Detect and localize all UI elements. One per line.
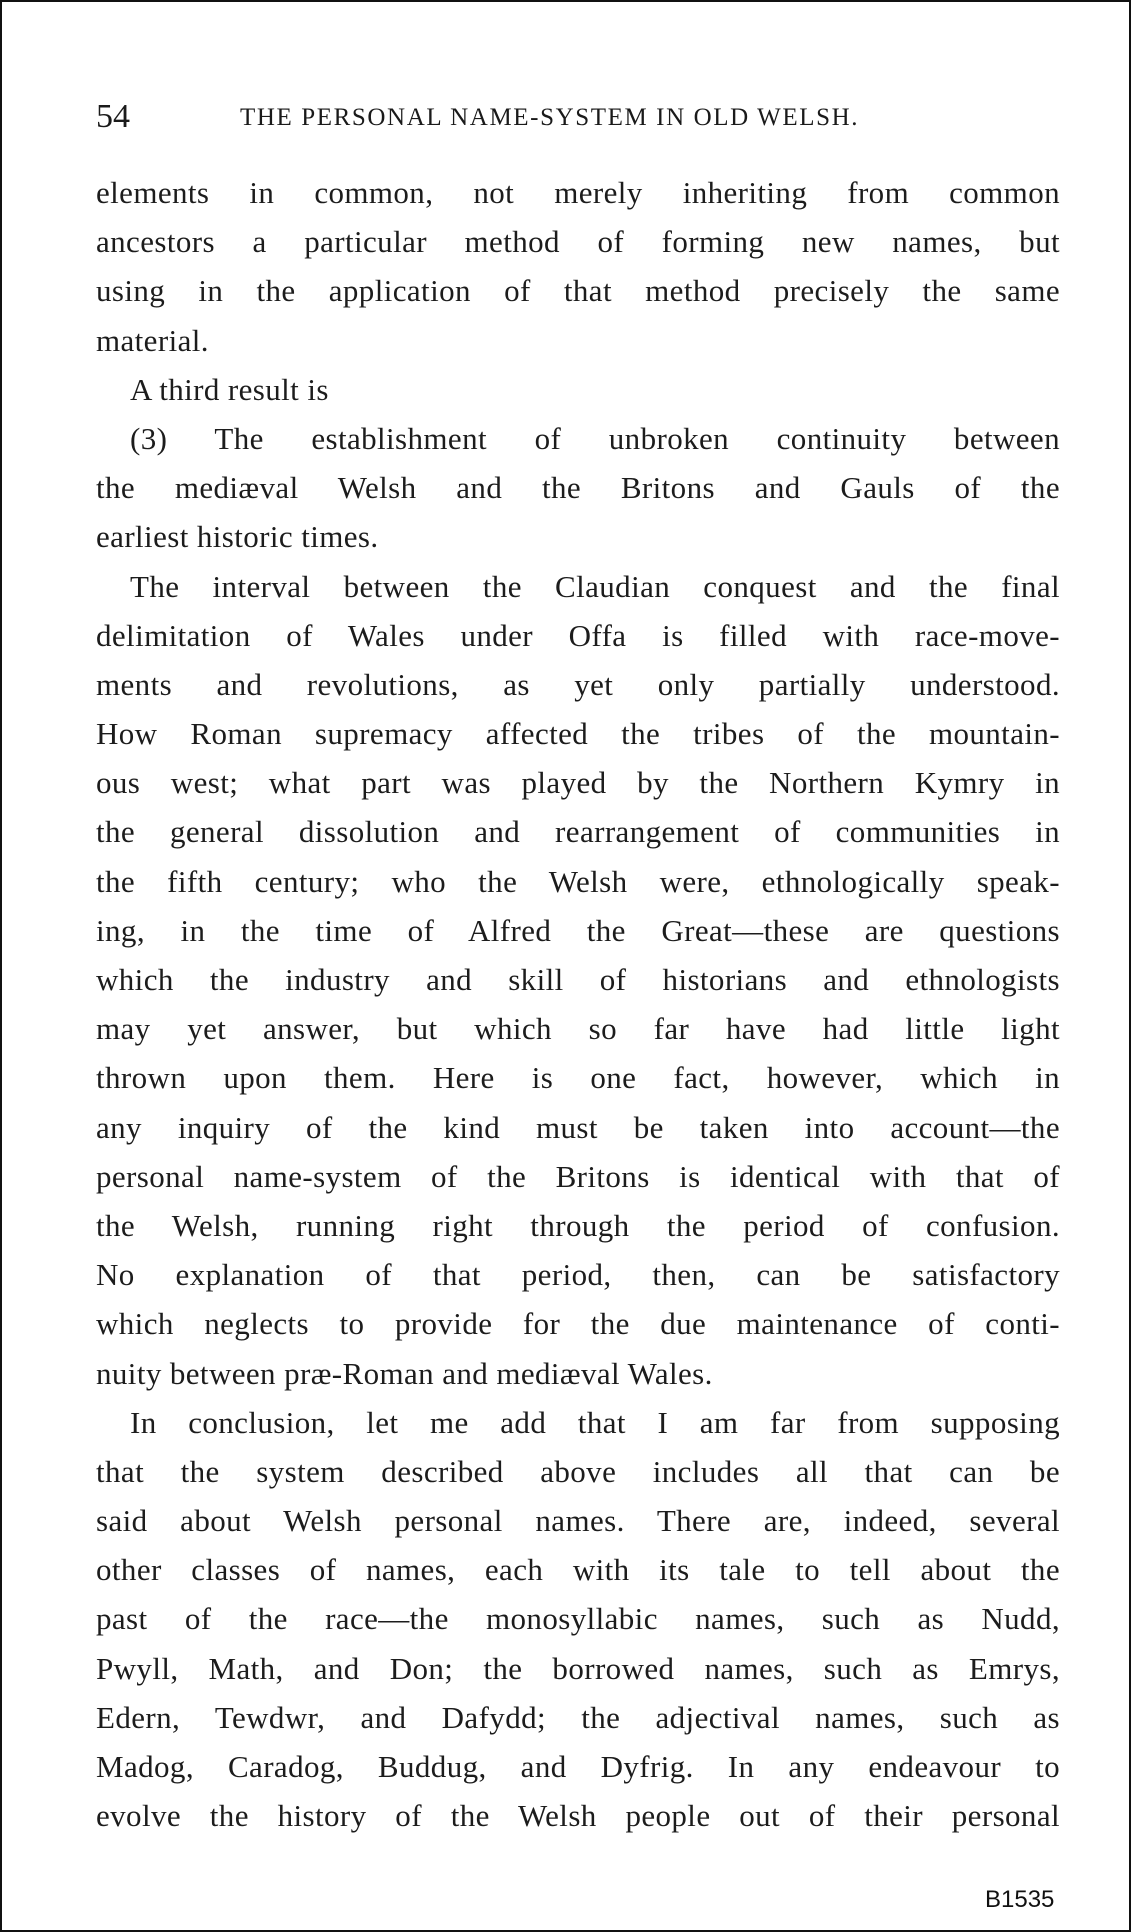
text-line: thrown upon them. Here is one fact, however, which in: [96, 1060, 1060, 1096]
paragraph: [96, 562, 1060, 1398]
text-line: the fifth century; who the Welsh were, ethnologically speak-: [96, 863, 1060, 899]
text-line: may yet answer, but which so far have had little light: [96, 1011, 1060, 1047]
text-line: that the system described above includes all that can be: [96, 1453, 1060, 1489]
text-line: the mediæval Welsh and the Britons and Gauls of the: [96, 470, 1060, 506]
text-line: Pwyll, Math, and Don; the borrowed names, such as Emrys,: [96, 1650, 1060, 1686]
text-line: past of the race—the monosyllabic names, such as Nudd,: [96, 1601, 1060, 1637]
paragraph: [96, 168, 1060, 365]
text-line: which the industry and skill of historians and ethnologists: [96, 962, 1060, 997]
page-number: 54: [96, 98, 130, 135]
text-line: Madog, Caradog, Buddug, and Dyfrig. In any endeavour to: [96, 1749, 1060, 1784]
text-line: any inquiry of the kind must be taken into account—the: [96, 1109, 1060, 1145]
text-line: which neglects to provide for the due maintenance of conti-: [96, 1306, 1060, 1342]
text-line: evolve the history of the Welsh people out of their personal: [96, 1798, 1060, 1834]
text-line: In conclusion, let me add that I am far from supposing: [130, 1404, 1060, 1440]
text-line: (3) The establishment of unbroken continuity between: [130, 420, 1060, 456]
text-line: ancestors a particular method of forming new names, but: [96, 224, 1060, 260]
page-header: [96, 98, 1060, 138]
text-line: nuity between præ-Roman and mediæval Wales.: [96, 1355, 713, 1391]
text-line: ous west; what part was played by the Northern Kymry in: [96, 765, 1060, 801]
paragraph: [96, 365, 1060, 414]
text-line: How Roman supremacy affected the tribes of the mountain-: [96, 716, 1060, 752]
text-line: said about Welsh personal names. There are, indeed, several: [96, 1503, 1060, 1539]
text-line: elements in common, not merely inheriting from common: [96, 175, 1060, 210]
running-title: THE PERSONAL NAME-SYSTEM IN OLD WELSH.: [240, 104, 860, 131]
text-line: personal name-system of the Britons is identical with that of: [96, 1158, 1060, 1194]
text-line: earliest historic times.: [96, 519, 379, 555]
text-line: The interval between the Claudian conquest and the final: [130, 568, 1060, 604]
text-line: delimitation of Wales under Offa is filled with race-move-: [96, 617, 1060, 653]
text-line: the general dissolution and rearrangement of communities in: [96, 814, 1060, 850]
paragraph: [96, 1398, 1060, 1841]
text-line: ments and revolutions, as yet only partially understood.: [96, 666, 1060, 702]
text-line: ing, in the time of Alfred the Great—these are questions: [96, 912, 1060, 948]
text-line: No explanation of that period, then, can be satisfactory: [96, 1257, 1060, 1293]
text-line: material.: [96, 322, 209, 358]
text-line: other classes of names, each with its tale to tell about the: [96, 1552, 1060, 1588]
text-line: A third result is: [130, 371, 329, 407]
body-text: [96, 168, 1060, 1840]
text-line: the Welsh, running right through the period of confusion.: [96, 1207, 1060, 1243]
catalog-stamp: B1535: [985, 1886, 1055, 1913]
text-line: Edern, Tewdwr, and Dafydd; the adjectival names, such as: [96, 1699, 1060, 1735]
paragraph: [96, 414, 1060, 562]
text-line: using in the application of that method precisely the same: [96, 273, 1060, 309]
